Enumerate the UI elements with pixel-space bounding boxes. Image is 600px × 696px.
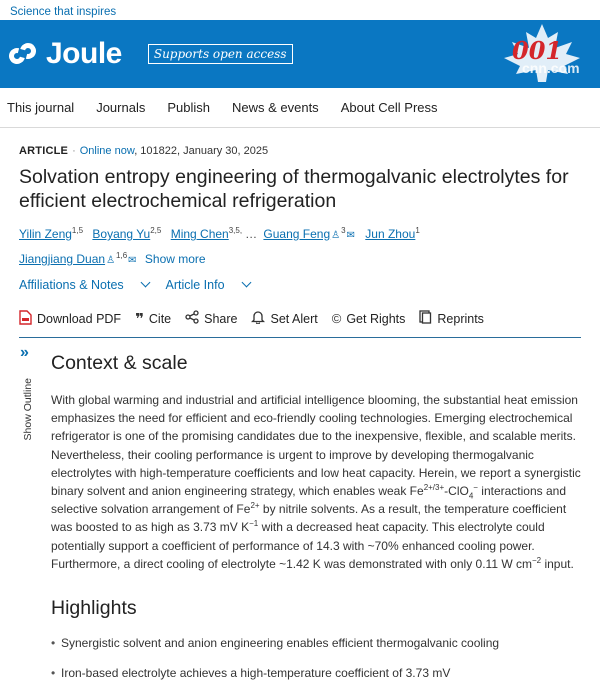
- show-outline-toggle[interactable]: Show Outline: [22, 378, 34, 441]
- watermark-logo: [492, 22, 592, 86]
- affiliations-notes-toggle[interactable]: Affiliations & Notes: [19, 278, 149, 292]
- article-body: [0, 338, 600, 694]
- person-icon[interactable]: ♙: [106, 255, 116, 266]
- science-that-inspires-link[interactable]: Science that inspires: [10, 6, 117, 18]
- watermark-number: 001: [512, 36, 563, 65]
- author-link[interactable]: Jun Zhou: [365, 227, 416, 241]
- copyright-icon: ©: [331, 311, 342, 326]
- author-link[interactable]: Guang Feng: [263, 227, 331, 241]
- article-content: [44, 338, 600, 694]
- journal-header: [0, 20, 600, 88]
- reprints-icon: [419, 310, 432, 327]
- article-header: [0, 145, 600, 338]
- double-chevron-right-icon[interactable]: »: [20, 344, 29, 361]
- list-item: • Synergistic solvent and anion engineering enables efficient thermogalvanic cooling: [51, 634, 584, 652]
- open-access-badge[interactable]: Supports open access: [148, 44, 293, 64]
- download-pdf-button[interactable]: Download PDF: [19, 310, 121, 328]
- main-nav: [0, 88, 600, 128]
- author-list: Yilin Zeng$^{1,5}$ Boyang Yu$^{2,5}$ Ming Chen$^{3,5,}$ … Guang Feng♙$^3$✉ Jun Zhou$^1$ Jiangjiang Duan♙$^{1,6}$✉ Show more: [19, 221, 581, 271]
- share-button[interactable]: Share: [185, 310, 237, 327]
- nav-about-cell-press[interactable]: About Cell Press: [340, 100, 438, 115]
- online-now-link[interactable]: Online now: [79, 145, 135, 157]
- article-id-date: , 101822, January 30, 2025: [134, 145, 269, 157]
- author-link[interactable]: Boyang Yu: [92, 227, 151, 241]
- top-bar: [0, 0, 600, 20]
- chevron-down-icon: [140, 278, 150, 288]
- outline-sidebar: [0, 338, 44, 694]
- journal-logo-text[interactable]: Joule: [46, 37, 122, 70]
- set-alert-button[interactable]: Set Alert: [251, 310, 317, 327]
- bell-icon: [251, 310, 265, 327]
- article-toolbar: [19, 300, 581, 338]
- reprints-button[interactable]: Reprints: [419, 310, 484, 327]
- highlights-list: [51, 634, 584, 682]
- author-link[interactable]: Jiangjiang Duan: [19, 252, 106, 266]
- watermark-domain: cnn.com: [522, 60, 580, 76]
- highlights-heading: Highlights: [51, 597, 137, 620]
- article-meta: ARTICLE · Online now, 101822, January 30, 2025: [19, 145, 269, 157]
- quote-icon: ❞: [135, 310, 144, 328]
- pdf-icon: [19, 310, 32, 328]
- person-icon[interactable]: ♙: [331, 230, 341, 241]
- nav-this-journal[interactable]: This journal: [7, 100, 75, 115]
- cite-button[interactable]: ❞ Cite: [135, 310, 172, 328]
- author-link[interactable]: Ming Chen: [170, 227, 229, 241]
- author-link[interactable]: Yilin Zeng: [19, 227, 72, 241]
- nav-journals[interactable]: Journals: [96, 100, 146, 115]
- author-ellipsis: …: [245, 227, 258, 241]
- article-subnav: [19, 278, 581, 292]
- get-rights-button[interactable]: © Get Rights: [331, 311, 406, 326]
- article-type: ARTICLE: [19, 145, 69, 157]
- email-icon[interactable]: ✉: [128, 255, 137, 266]
- context-scale-heading: Context & scale: [51, 352, 188, 374]
- email-icon[interactable]: ✉: [346, 230, 355, 241]
- show-more-link[interactable]: Show more: [144, 252, 206, 266]
- list-item: • Iron-based electrolyte achieves a high-temperature coefficient of 3.73 mV: [51, 664, 584, 682]
- article-info-toggle[interactable]: Article Info: [165, 278, 249, 292]
- context-scale-paragraph: With global warming and industrial and artificial intelligence blooming, the substantial heat emission emphasizes the need for efficient and eco-friendly cooling technologies. Emerging electrochemical refrigerator is one of the promising candidates due to the inexpensive, flexible, and scalable merits. Nevertheless, their cooling performance is urgent to improve by developing thermogalvanic electrolytes with high-temperature coefficients and low heat capacity. Herein, we report a synergistic binary solvent and anion engineering strategy, which enables weak $Fe^{2+/3+}-ClO_4^-$ interactions and selective solvation arrangement of $Fe^{2+}$ by nitrile solvents. As a result, the temperature coefficient was boosted to as high as 3.73 mV $K^{-1}$ with a decreased heat capacity. This electrolyte could potentially support a coefficient of performance of 14.3 with ~70% enhanced cooling power. Furthermore, a direct cooling of electrolyte ~1.42 K was demonstrated with only 0.11 W $cm^{-2}$ input.: [51, 393, 581, 571]
- joule-logo-icon[interactable]: [8, 39, 38, 69]
- nav-publish[interactable]: Publish: [167, 100, 210, 115]
- share-icon: [185, 310, 199, 327]
- article-title: Solvation entropy engineering of thermogalvanic electrolytes for efficient electrochemical refrigeration: [19, 166, 569, 212]
- nav-news-events[interactable]: News & events: [231, 100, 319, 115]
- chevron-down-icon: [241, 278, 251, 288]
